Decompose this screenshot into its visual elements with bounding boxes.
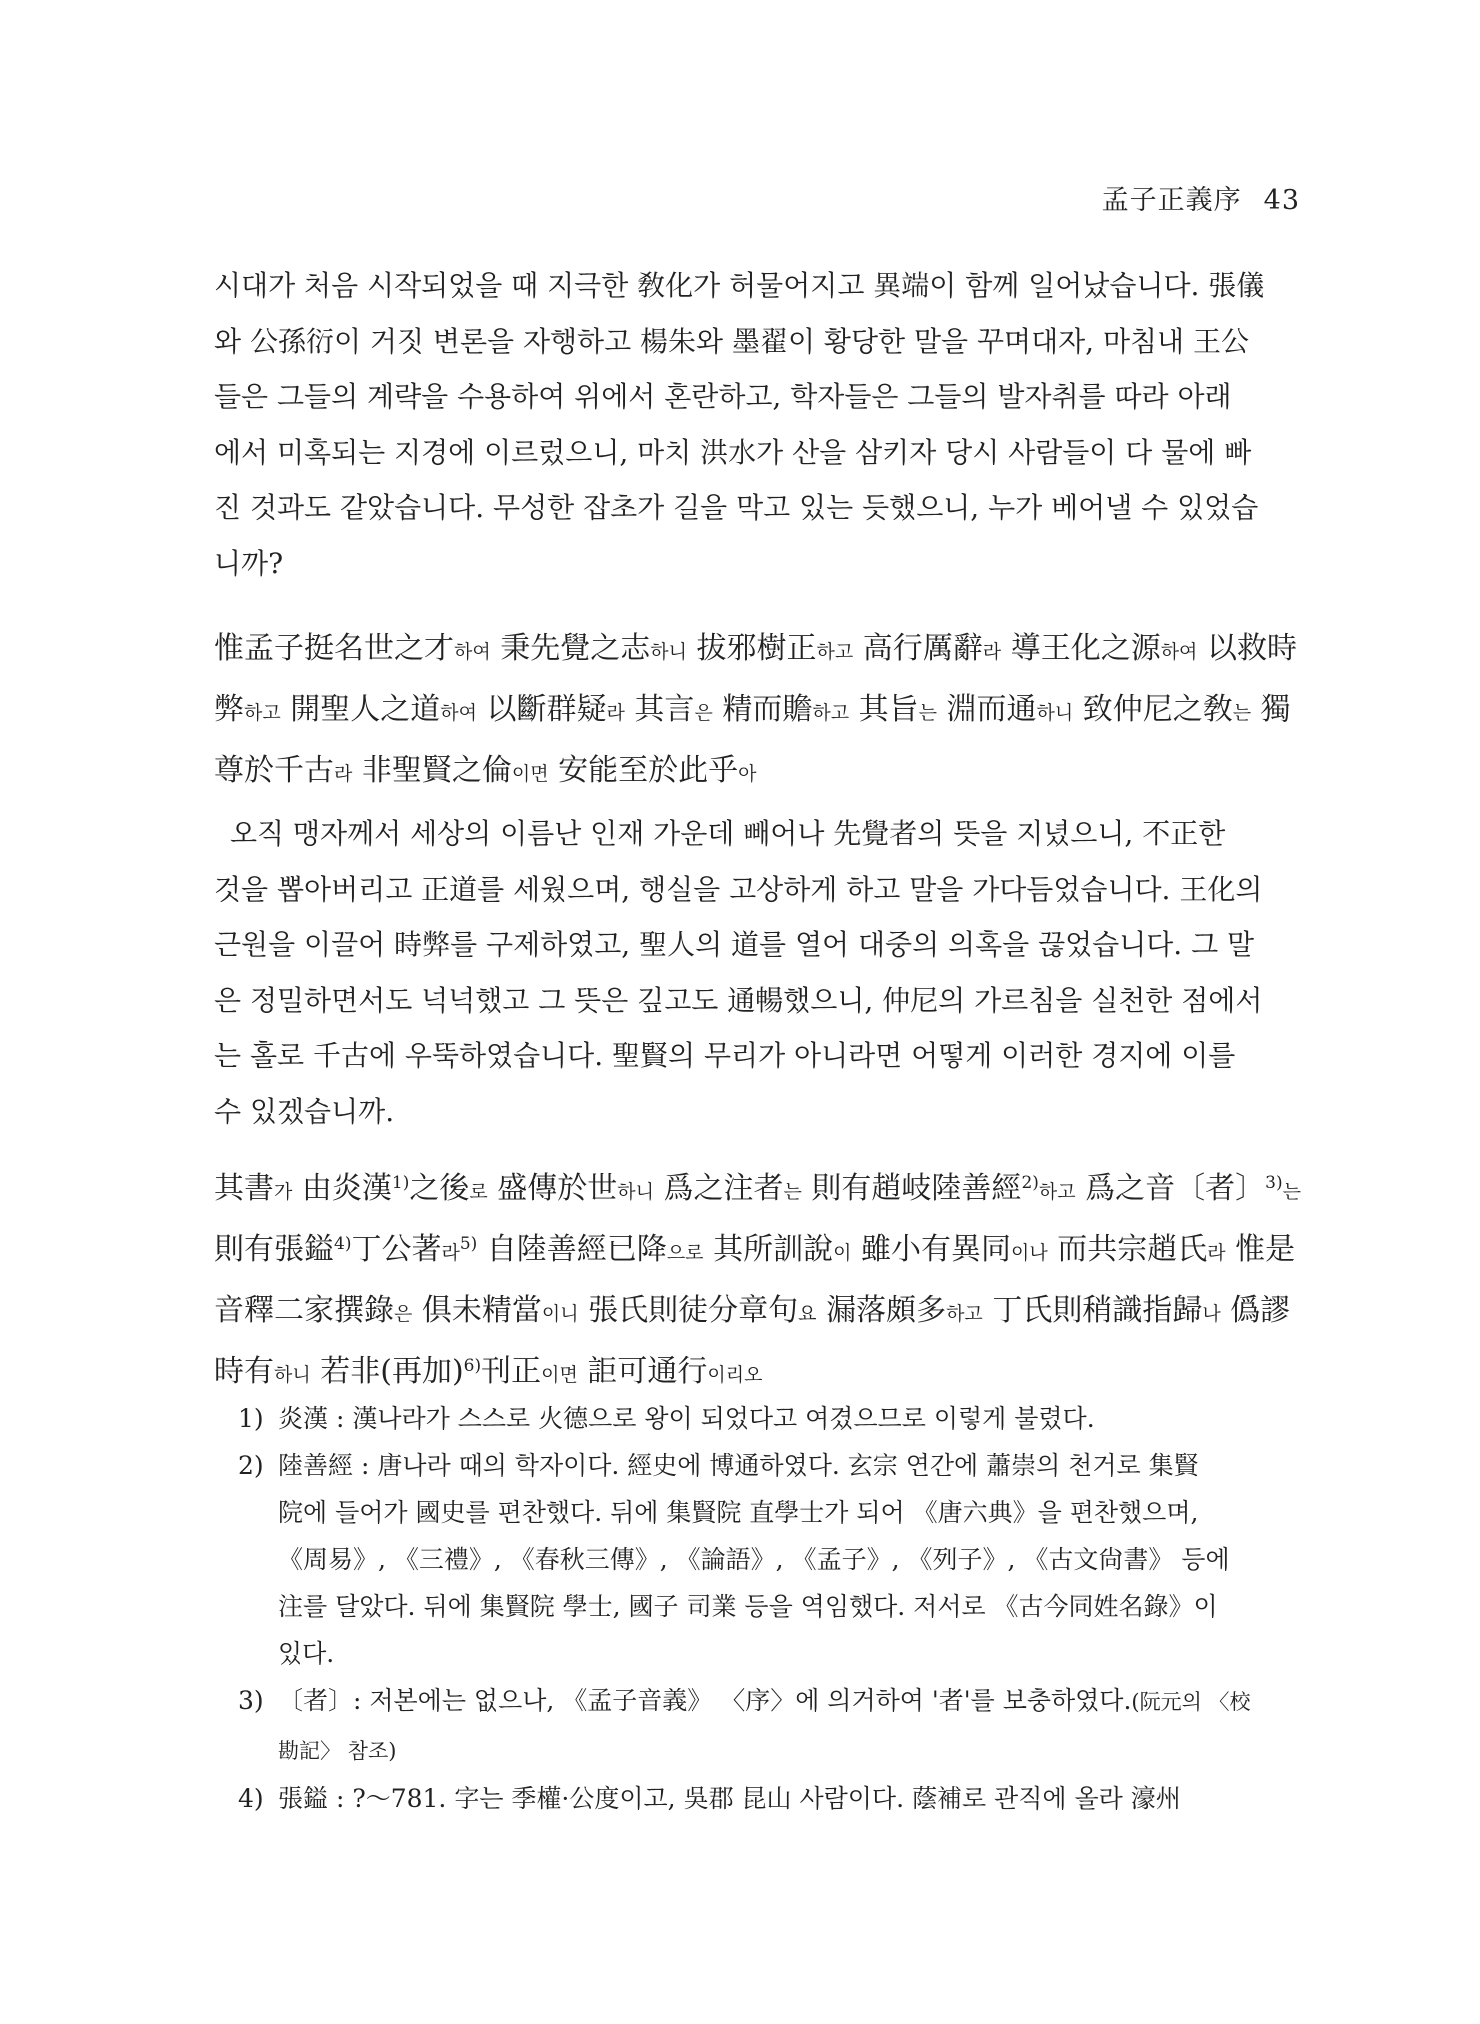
text-segment: 以救時 [1197,631,1297,666]
footnotes [238,1395,1278,1822]
footnote-ref: 3) [1265,1173,1283,1193]
footnote-ref: 6) [463,1356,482,1376]
text-segment: 以斷群疑 [476,692,607,727]
footnote-4 [238,1775,1278,1822]
text-segment: 由炎漢 [292,1171,392,1206]
text-segment: 尊於千古 [214,753,334,788]
text-segment: 丁公著 [351,1232,442,1267]
text-segment: 丁氏則稍識指歸 [982,1293,1203,1328]
text-line: 들은 그들의 계략을 수용하여 위에서 혼란하고, 학자들은 그들의 발자취를 따라 아래 [214,380,1232,413]
text-segment: 詎可通行 [577,1354,708,1389]
text-segment: 秉先覺之志 [490,631,651,666]
footnote-line: 陸善經 : 唐나라 때의 학자이다. 經史에 博通하였다. 玄宗 연간에 蕭崇의 천거로 集賢 [278,1451,1199,1480]
text-segment: 나 [1202,1303,1221,1325]
text-segment: 刊正 [481,1354,542,1389]
text-segment: 惟是 [1225,1232,1296,1267]
footnote-line: 있다. [278,1639,335,1668]
text-segment: 爲之注者 [653,1171,784,1206]
text-segment: 之後 [409,1171,470,1206]
text-line [214,681,1291,742]
text-segment: 하여 [1160,641,1198,663]
text-segment: 精而贍 [712,692,813,727]
text-segment: 音釋二家撰錄 [214,1293,394,1328]
footnote-3 [238,1677,1278,1775]
text-segment: 는 [783,1181,802,1203]
text-segment: 時有 [214,1354,274,1389]
text-segment: 其旨 [849,692,919,727]
text-segment: 라 [606,702,625,724]
text-segment: 하니 [274,1364,311,1386]
original-text-paragraph-1 [214,620,1297,803]
text-segment: 이 [833,1242,852,1264]
text-segment: 하고 [244,702,281,724]
footnote-line [278,1677,1278,1726]
text-line [214,742,1278,803]
text-segment: 라 [982,641,1002,663]
text-segment: 하니 [650,641,687,663]
text-segment: 僞謬 [1220,1293,1291,1328]
text-segment: 淵而通 [936,692,1037,727]
text-segment: 는 [1232,702,1252,724]
text-line: 와 公孫衍이 거짓 변론을 자행하고 楊朱와 墨翟이 황당한 말을 꾸며대자, 마침내 王公 [214,324,1250,358]
text-segment: 而共宗趙氏 [1047,1232,1208,1267]
text-segment: 하여 [440,702,477,724]
text-segment: 非聖賢之倫 [352,753,512,788]
text-segment: 라 [441,1242,460,1264]
text-segment: 하여 [454,641,491,663]
text-segment: 은 [394,1303,413,1325]
translation-paragraph-2 [214,806,1278,1139]
text-segment: 則有張鎰 [214,1232,334,1267]
text-line: 에서 미혹되는 지경에 이르렀으니, 마치 洪水가 산을 삼키자 당시 사람들이 다 물에 빠 [214,435,1252,469]
text-segment: 이면 [511,763,549,785]
text-segment: 〔者〕: 저본에는 없으나, 《孟子音義》 〈序〉에 의거하여 '者'를 보충하였다. [278,1686,1132,1715]
text-line [214,1160,1301,1221]
text-segment: 은 [694,702,713,724]
text-segment: 으로 [666,1242,704,1264]
footnote-ref: 2) [1021,1173,1039,1193]
text-segment: 盛傳於世 [487,1171,618,1206]
text-line: 진 것과도 같았습니다. 무성한 잡초가 길을 막고 있는 듯했으니, 누가 베어낼 수 있었습 [214,491,1259,524]
text-segment: 若非(再加) [310,1354,464,1389]
footnote-line: 注를 달았다. 뒤에 集賢院 學士, 國子 司業 등을 역임했다. 저서로 《古今同姓名錄》이 [278,1592,1218,1621]
text-segment: 가 [274,1181,293,1203]
footnote-line: 院에 들어가 國史를 편찬했다. 뒤에 集賢院 直學士가 되어 《唐六典》을 편찬했으며, [278,1498,1199,1527]
text-line [214,1221,1296,1282]
text-segment: 開聖人之道 [280,692,441,727]
text-segment: 安能至於此乎 [548,753,739,788]
text-line: 은 정밀하면서도 넉넉했고 그 뜻은 깊고도 通暢했으니, 仲尼의 가르침을 실천한 점에서 [214,983,1263,1017]
text-segment: 獨 [1251,692,1291,727]
text-segment: 이면 [541,1364,578,1386]
text-segment: 이나 [1010,1242,1048,1264]
text-segment: 勘記〉 참조) [278,1739,397,1763]
text-segment: 하고 [1038,1181,1076,1203]
text-segment: 自陸善經已降 [477,1232,667,1267]
text-segment: 라 [1207,1242,1226,1264]
text-segment: (阮元의 〈校 [1131,1690,1251,1714]
text-line: 수 있겠습니까. [214,1094,395,1128]
text-line: 오직 맹자께서 세상의 이름난 인재 가운데 빼어나 先覺者의 뜻을 지녔으니, 不正한 [230,817,1226,850]
text-segment: 하니 [1036,702,1074,724]
text-segment: 其言 [624,692,695,727]
text-segment: 이리오 [707,1364,763,1386]
text-line: 근원을 이끌어 時弊를 구제하였고, 聖人의 道를 열어 대중의 의혹을 끊었습니다. 그 말 [214,928,1255,961]
footnote-2 [238,1442,1278,1677]
text-segment: 이니 [541,1303,579,1325]
text-segment: 導王化之源 [1001,631,1161,666]
text-line [214,1282,1291,1343]
text-line: 것을 뽑아버리고 正道를 세웠으며, 행실을 고상하게 하고 말을 가다듬었습니다. 王化의 [214,872,1263,906]
footnote-line: 炎漢 : 漢나라가 스스로 火德으로 왕이 되었다고 여겼으므로 이렇게 불렸다. [278,1404,1095,1433]
text-segment: 雖小有異同 [851,1232,1011,1267]
footnote-number: 4) [238,1784,264,1813]
text-segment: 拔邪樹正 [686,631,817,666]
text-segment: 하고 [812,702,850,724]
footnote-number: 3) [238,1686,264,1715]
text-segment: 아 [738,763,757,785]
footnote-ref: 5) [459,1234,478,1254]
footnote-ref: 1) [391,1173,410,1193]
text-segment: 則有趙岐陸善經 [801,1171,1022,1206]
text-segment: 致仲尼之敎 [1073,692,1233,727]
text-segment: 는 [918,702,937,724]
footnote-number: 1) [238,1404,264,1433]
footnote-line: 《周易》, 《三禮》, 《春秋三傳》, 《論語》, 《孟子》, 《列子》, 《古文尙書》 등에 [278,1545,1230,1574]
text-segment: 는 [1282,1181,1301,1203]
text-segment: 하고 [816,641,854,663]
text-segment: 요 [798,1303,817,1325]
text-segment: 하니 [617,1181,654,1203]
text-segment: 張氏則徒分章句 [578,1293,799,1328]
text-line: 시대가 처음 시작되었을 때 지극한 敎化가 허물어지고 異端이 함께 일어났습니다. 張儀 [214,269,1265,302]
footnote-ref: 4) [334,1234,352,1254]
text-segment: 하고 [946,1303,983,1325]
text-line: 는 홀로 千古에 우뚝하였습니다. 聖賢의 무리가 아니라면 어떻게 이러한 경지에 이를 [214,1039,1236,1072]
footnote-line: 張鎰 : ?～781. 字는 季權·公度이고, 吳郡 昆山 사람이다. 蔭補로 관직에 올라 濠州 [278,1784,1181,1813]
text-line [214,620,1297,681]
footnote-line [278,1726,1278,1775]
text-line: 니까? [214,546,284,580]
page-number: 43 [1263,185,1300,216]
text-segment: 其所訓說 [703,1232,834,1267]
text-segment: 其書 [214,1171,274,1206]
original-text-paragraph-2 [214,1160,1301,1404]
text-segment: 俱未精當 [412,1293,542,1328]
text-segment: 高行厲辭 [853,631,983,666]
text-segment: 漏落頗多 [816,1293,947,1328]
text-segment: 爲之音〔者〕 [1075,1171,1266,1206]
running-title: 孟子正義序 [1101,185,1242,216]
running-header [1102,178,1300,217]
translation-paragraph-1 [214,258,1278,591]
footnote-1 [238,1395,1278,1442]
text-segment: 라 [334,763,353,785]
text-segment: 로 [469,1181,488,1203]
text-segment: 惟孟子挺名世之才 [214,631,454,666]
text-segment: 弊 [214,692,244,727]
footnote-number: 2) [238,1451,264,1480]
